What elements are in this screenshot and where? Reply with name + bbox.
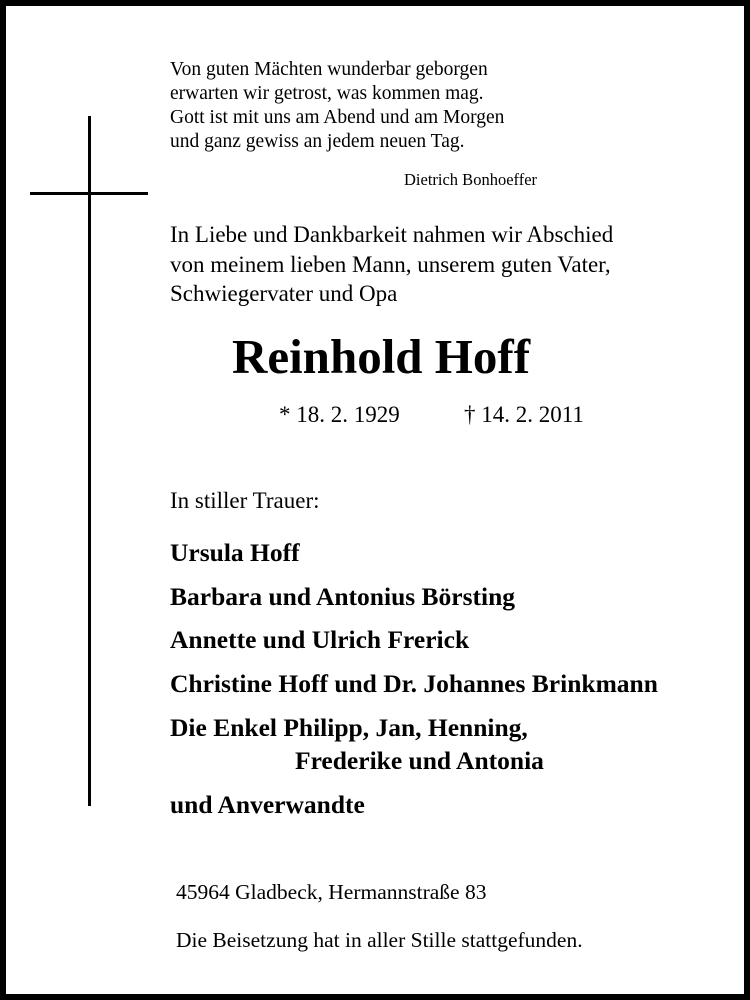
mourner-name: Annette und Ulrich Frerick [170,625,470,654]
poem-line: Gott ist mit uns am Abend und am Morgen [170,107,505,128]
birth-date: * 18. 2. 1929 [279,402,400,427]
mourning-label: In stiller Trauer: [170,488,320,513]
poem-line: und ganz gewiss an jedem neuen Tag. [170,131,465,152]
deceased-name: Reinhold Hoff [231,329,531,384]
intro-text [170,220,613,309]
mourner-name: und Anverwandte [170,790,365,819]
poem-line: erwarten wir getrost, was kommen mag. [170,83,484,104]
cross-vertical-bar [88,116,91,806]
intro-line: In Liebe und Dankbarkeit nahmen wir Abschied [170,222,614,247]
cross-horizontal-bar [30,192,148,195]
mourner-name: Ursula Hoff [170,538,300,567]
funeral-note: Die Beisetzung hat in aller Stille stattgefunden. [176,928,583,952]
intro-line: Schwiegervater und Opa [170,281,398,306]
intro-line: von meinem lieben Mann, unserem guten Vater, [170,251,611,277]
poem-author: Dietrich Bonhoeffer [404,170,538,189]
address: 45964 Gladbeck, Hermannstraße 83 [176,880,487,904]
poem-quote [170,58,504,154]
death-date: † 14. 2. 2011 [464,402,584,427]
mourner-name: Die Enkel Philipp, Jan, Henning, [170,713,528,742]
poem-line: Von guten Mächten wunderbar geborgen [170,59,488,80]
mourner-name: Barbara und Antonius Börsting [170,582,516,611]
mourner-name: Christine Hoff und Dr. Johannes Brinkmann [170,669,658,698]
mourner-name-continued: Frederike und Antonia [295,746,544,775]
